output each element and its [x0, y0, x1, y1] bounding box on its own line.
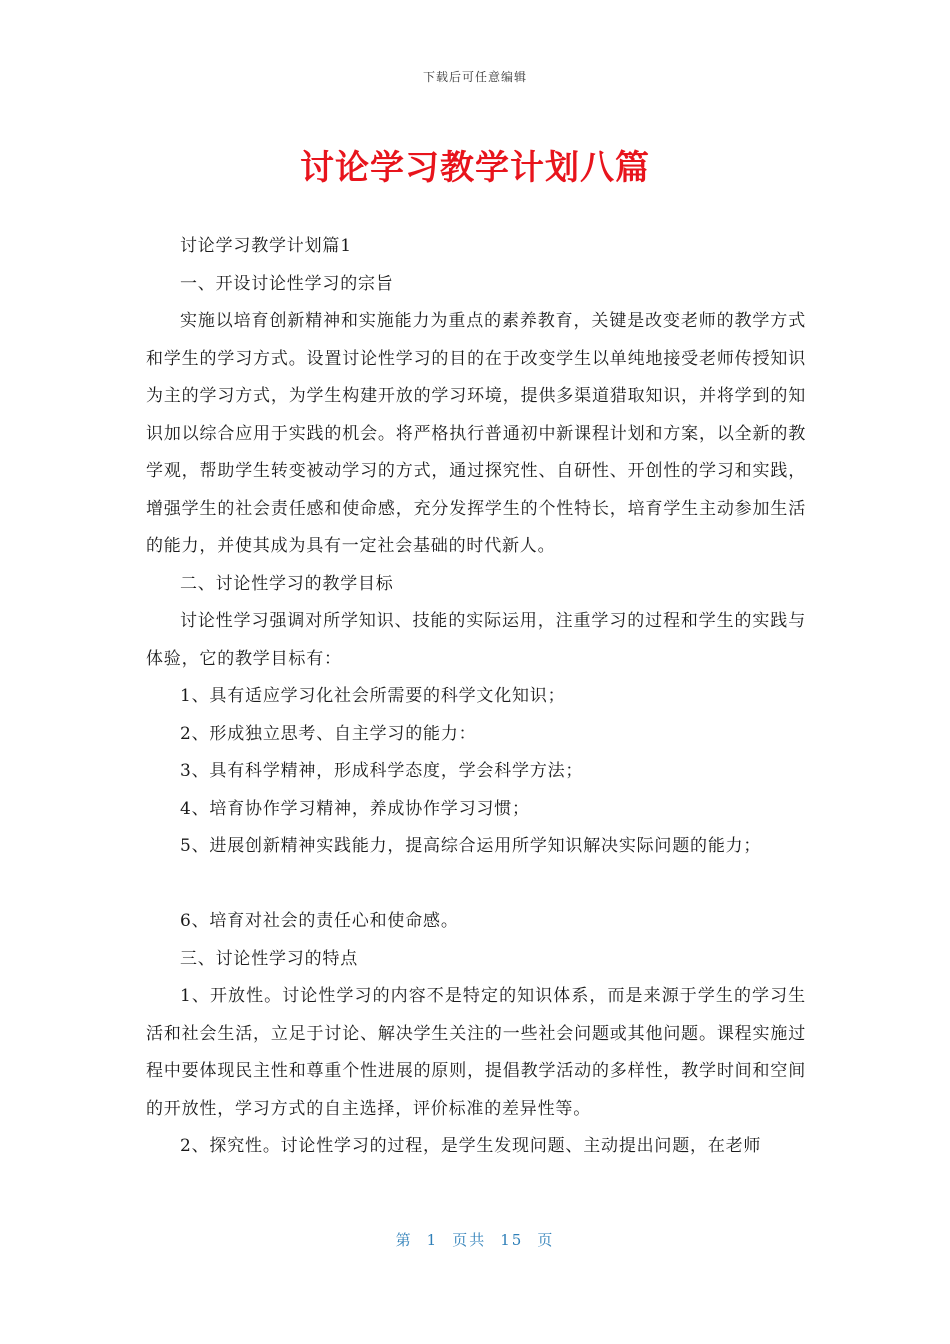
footer-suffix: 页 [537, 1231, 555, 1249]
footer-current-page: 1 [426, 1231, 439, 1249]
paragraph-section-1-heading: 一、开设讨论性学习的宗旨 [180, 273, 394, 294]
footer-middle: 页共 [452, 1231, 487, 1249]
footer-prefix: 第 [395, 1231, 413, 1249]
list-item-goal-1: 1、具有适应学习化社会所需要的科学文化知识； [180, 686, 566, 706]
paragraph-section-2-intro: 讨论性学习强调对所学知识、技能的实际运用，注重学习的过程和学生的实践与体验，它的教学目标有： [146, 611, 806, 669]
paragraph-plan-heading: 讨论学习教学计划篇1 [180, 236, 352, 256]
paragraph-section-2-heading: 二、讨论性学习的教学目标 [180, 573, 394, 594]
list-item-goal-3: 3、具有科学精神，形成科学态度，学会科学方法； [180, 761, 584, 781]
page-footer [0, 1229, 950, 1250]
document-title: 讨论学习教学计划八篇 [300, 148, 650, 188]
list-item-goal-5: 5、进展创新精神实践能力，提高综合运用所学知识解决实际问题的能力； [180, 836, 762, 856]
page-header-note: 下载后可任意编辑 [422, 70, 527, 84]
list-item-goal-6: 6、培育对社会的责任心和使命感。 [180, 911, 459, 931]
list-item-goal-4: 4、培育协作学习精神，养成协作学习习惯； [180, 798, 530, 819]
paragraph-section-3-heading: 三、讨论性学习的特点 [180, 948, 358, 969]
paragraph-feature-inquiry: 2、探究性。讨论性学习的过程，是学生发现问题、主动提出问题，在老师 [180, 1136, 762, 1156]
footer-total-pages: 15 [500, 1231, 524, 1249]
list-item-goal-2: 2、形成独立思考、自主学习的能力： [180, 723, 477, 744]
paragraph-feature-openness: 1、开放性。讨论性学习的内容不是特定的知识体系，而是来源于学生的学习生活和社会生活，立足于讨论、解决学生关注的一些社会问题或其他问题。课程实施过程中要体现民主性和尊重个性进展的原则，提倡教学活动的多样性，教学时间和空间的开放性，学习方式的自主选择，评价标准的差异性等。 [146, 986, 806, 1119]
document-body [146, 228, 806, 1166]
paragraph-section-1-body: 实施以培育创新精神和实施能力为重点的素养教育，关键是改变老师的教学方式和学生的学习方式。设置讨论性学习的目的在于改变学生以单纯地接受老师传授知识为主的学习方式，为学生构建开放的学习环境，提供多渠道猎取知识，并将学到的知识加以综合应用于实践的机会。将严格执行普通初中新课程计划和方案，以全新的教学观，帮助学生转变被动学习的方式，通过探究性、自研性、开创性的学习和实践，增强学生的社会责任感和使命感，充分发挥学生的个性特长，培育学生主动参加生活的能力，并使其成为具有一定社会基础的时代新人。 [146, 311, 806, 556]
